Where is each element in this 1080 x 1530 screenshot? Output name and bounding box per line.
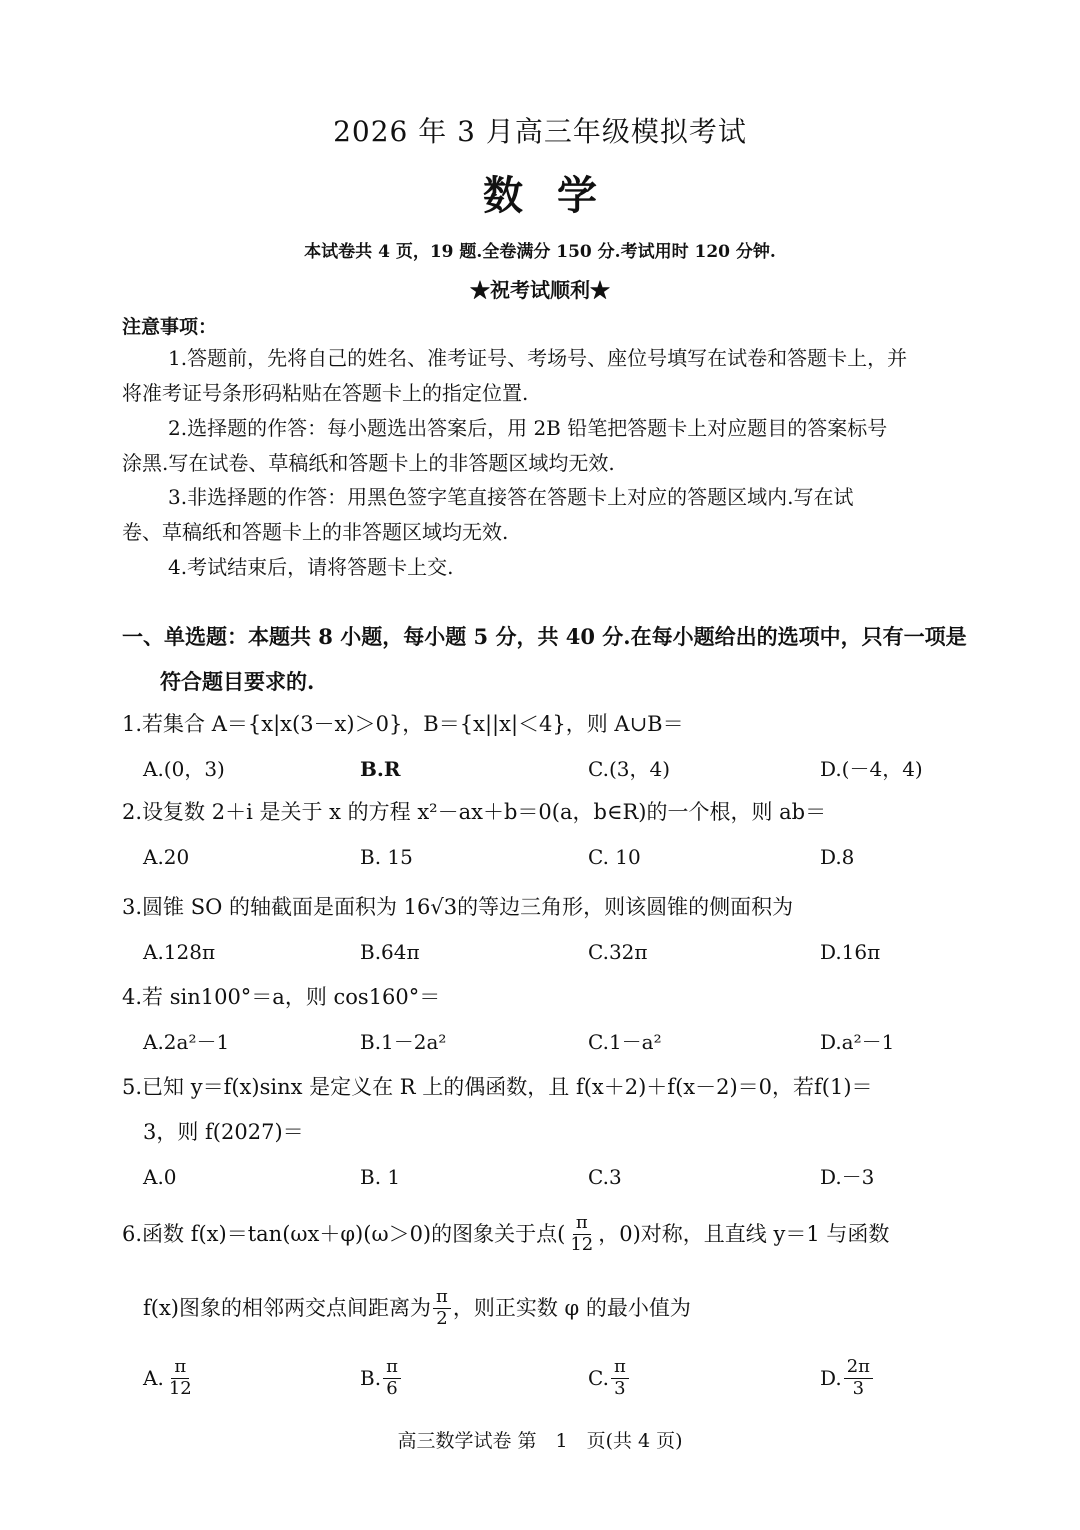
- fraction-numerator: π: [171, 1358, 189, 1379]
- exam-title: 2026 年 3 月高三年级模拟考试: [333, 115, 747, 148]
- question-1-option-a: A.(0，3): [143, 757, 225, 781]
- fraction-numerator: 2π: [844, 1358, 873, 1379]
- question-3-option-b: B.64π: [360, 940, 420, 964]
- fraction-numerator: π: [433, 1288, 451, 1309]
- fraction-numerator: π: [383, 1358, 401, 1379]
- question-6-stem-part-4: ，则正实数 φ 的最小值为: [452, 1295, 691, 1320]
- question-4-option-b: B.1－2a²: [360, 1030, 447, 1054]
- notice-item-1-line-2: 将准考证号条形码粘贴在答题卡上的指定位置.: [122, 381, 529, 405]
- question-3-option-a: A.128π: [143, 940, 216, 964]
- question-5-option-a: A.0: [143, 1165, 177, 1189]
- question-5-option-c: C.3: [588, 1165, 622, 1189]
- question-6-option-c: [588, 1358, 631, 1399]
- notice-item-2-line-2: 涂黑.写在试卷、草稿纸和答题卡上的非答题区域均无效.: [122, 451, 615, 475]
- question-2-option-b: B. 15: [360, 845, 413, 869]
- question-4-stem: 4.若 sin100°＝a，则 cos160°＝: [122, 985, 441, 1009]
- question-6-stem-line-2: [143, 1288, 691, 1329]
- fraction-denominator: 3: [614, 1377, 626, 1399]
- question-1-option-d: D.(－4，4): [820, 757, 923, 781]
- question-4-option-d: D.a²－1: [820, 1030, 895, 1054]
- question-1-stem: 1.若集合 A＝{x|x(3－x)＞0}，B＝{x||x|＜4}，则 A∪B＝: [122, 712, 684, 736]
- question-6-stem-line-1: [122, 1214, 889, 1255]
- question-6-stem-part-3: f(x)图象的相邻两交点间距离为: [143, 1295, 432, 1320]
- question-2-option-a: A.20: [143, 845, 190, 869]
- fraction-pi-over-2: [433, 1288, 451, 1329]
- fraction-denominator: 6: [386, 1377, 398, 1399]
- question-2-option-c: C. 10: [588, 845, 641, 869]
- question-6-option-b: [360, 1358, 403, 1399]
- question-6-stem-part-2: ，0)对称，且直线 y＝1 与函数: [598, 1221, 890, 1246]
- notice-item-2-line-1: 2.选择题的作答：每小题选出答案后，用 2B 铅笔把答题卡上对应题目的答案标号: [168, 416, 888, 440]
- question-3-option-d: D.16π: [820, 940, 881, 964]
- good-luck-banner: ★祝考试顺利★: [470, 278, 610, 302]
- page-footer: 高三数学试卷 第 1 页(共 4 页): [397, 1430, 683, 1452]
- notice-item-4: 4.考试结束后，请将答题卡上交.: [168, 555, 454, 579]
- fraction-denominator: 3: [852, 1377, 865, 1399]
- question-3-option-c: C.32π: [588, 940, 648, 964]
- option-label: A.: [143, 1366, 164, 1391]
- option-label: B.: [360, 1366, 382, 1391]
- option-label: D.: [820, 1366, 842, 1391]
- fraction-denominator: 12: [168, 1377, 192, 1399]
- question-2-option-d: D.8: [820, 845, 855, 869]
- question-1-option-b: B.R: [360, 757, 401, 781]
- question-6-stem-part-1: 6.函数 f(x)＝tan(ωx＋φ)(ω＞0)的图象关于点(: [122, 1221, 566, 1246]
- exam-info: 本试卷共 4 页，19 题.全卷满分 150 分.考试用时 120 分钟.: [304, 242, 776, 262]
- section-1-heading-line-1: 一、单选题：本题共 8 小题，每小题 5 分，共 40 分.在每小题给出的选项中，只有一项是: [122, 624, 967, 649]
- question-6-option-a: [143, 1358, 197, 1399]
- option-label: C.: [588, 1366, 609, 1391]
- notice-item-1-line-1: 1.答题前，先将自己的姓名、准考证号、考场号、座位号填写在试卷和答题卡上，并: [168, 346, 908, 370]
- option-fraction: [611, 1358, 629, 1399]
- subject-title: 数学: [483, 172, 631, 219]
- question-4-option-a: A.2a²－1: [143, 1030, 230, 1054]
- section-1-heading-line-2: 符合题目要求的.: [160, 669, 315, 694]
- option-fraction: [383, 1358, 401, 1399]
- question-2-stem: 2.设复数 2＋i 是关于 x 的方程 x²－ax＋b＝0(a，b∈R)的一个根，则 ab＝: [122, 800, 827, 824]
- notice-item-3-line-2: 卷、草稿纸和答题卡上的非答题区域均无效.: [122, 520, 509, 544]
- question-5-stem-line-2: 3，则 f(2027)＝: [143, 1120, 304, 1144]
- question-6-option-d: [820, 1358, 875, 1399]
- question-5-option-b: B. 1: [360, 1165, 401, 1189]
- question-1-option-c: C.(3，4): [588, 757, 671, 781]
- question-5-stem-line-1: 5.已知 y＝f(x)sinx 是定义在 R 上的偶函数，且 f(x＋2)＋f(x－2)＝0，若f(1)＝: [122, 1075, 873, 1099]
- notice-heading: 注意事项：: [122, 316, 218, 338]
- fraction-denominator: 12: [570, 1233, 594, 1255]
- fraction-denominator: 2: [436, 1307, 448, 1329]
- question-4-option-c: C.1－a²: [588, 1030, 662, 1054]
- fraction-numerator: π: [611, 1358, 629, 1379]
- option-fraction: [166, 1358, 195, 1399]
- fraction-pi-over-12: [567, 1214, 596, 1255]
- question-3-stem: 3.圆锥 SO 的轴截面是面积为 16√3的等边三角形，则该圆锥的侧面积为: [122, 895, 794, 919]
- notice-item-3-line-1: 3.非选择题的作答：用黑色签字笔直接答在答题卡上对应的答题区域内.写在试: [168, 485, 854, 509]
- question-5-option-d: D.－3: [820, 1165, 875, 1189]
- fraction-numerator: π: [573, 1214, 591, 1235]
- option-fraction: [844, 1358, 873, 1399]
